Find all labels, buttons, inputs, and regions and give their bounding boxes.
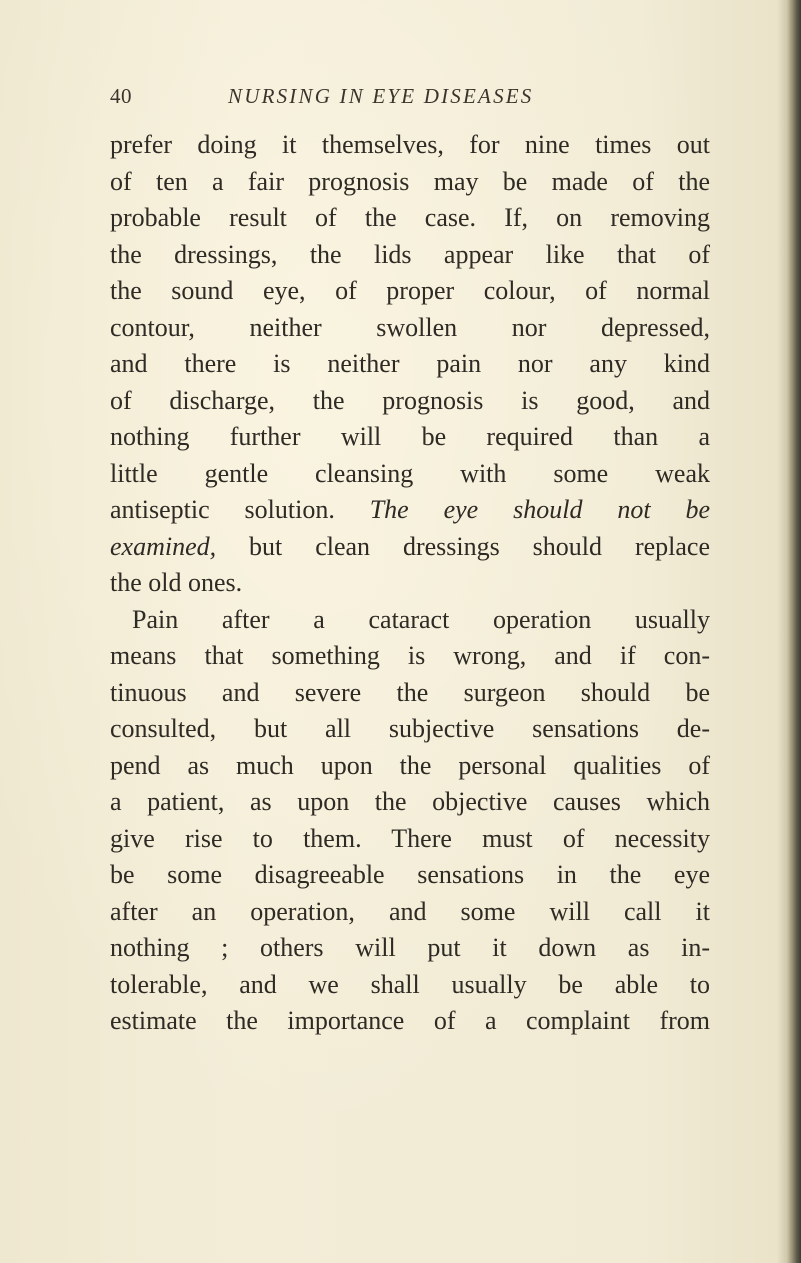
text-line: tolerable, and we shall usually be able to bbox=[110, 969, 710, 999]
text-line bbox=[110, 492, 710, 529]
text-line: nothing further will be required than a bbox=[110, 422, 710, 451]
text-line: prefer doing it themselves, for nine times out bbox=[110, 130, 710, 159]
text-line: be some disagreeable sensations in the eye bbox=[110, 860, 710, 889]
text-line: and there is neither pain nor any kind bbox=[110, 349, 710, 378]
text-segment: antiseptic solution. bbox=[110, 495, 370, 524]
text-line: consulted, but all subjective sensations de- bbox=[110, 714, 710, 743]
page-number: 40 bbox=[110, 84, 132, 108]
body-text bbox=[110, 127, 710, 1040]
text-line bbox=[110, 529, 710, 566]
text-line: the sound eye, of proper colour, of normal bbox=[110, 276, 710, 305]
text-line: give rise to them. There must of necessity bbox=[110, 823, 710, 853]
text-line: pend as much upon the personal qualities of bbox=[110, 750, 710, 780]
text-line: tinuous and severe the surgeon should be bbox=[110, 677, 710, 707]
text-line: of discharge, the prognosis is good, and bbox=[110, 385, 710, 415]
text-line: contour, neither swollen nor depressed, bbox=[110, 312, 710, 342]
text-line: the dressings, the lids appear like that of bbox=[110, 239, 710, 269]
italic-text-segment: The eye should not be bbox=[369, 495, 710, 524]
text-segment: but clean dressings should replace bbox=[216, 531, 710, 561]
text-line: little gentle cleansing with some weak bbox=[110, 458, 710, 488]
page-gutter-shadow bbox=[777, 0, 787, 1263]
text-line: of ten a fair prognosis may be made of the bbox=[110, 166, 710, 196]
page-binding-edge bbox=[787, 0, 801, 1263]
italic-text-segment: examined, bbox=[110, 531, 217, 561]
text-line: a patient, as upon the objective causes which bbox=[110, 787, 710, 816]
running-head bbox=[110, 84, 710, 114]
paragraph-first-line: Pain after a cataract operation usually bbox=[132, 604, 710, 634]
text-line: means that something is wrong, and if con- bbox=[110, 641, 710, 670]
text-line: the old ones. bbox=[110, 568, 243, 597]
text-line: estimate the importance of a complaint from bbox=[110, 1006, 710, 1035]
text-line: nothing ; others will put it down as in- bbox=[110, 933, 710, 962]
running-title: NURSING IN EYE DISEASES bbox=[228, 84, 534, 108]
text-line: probable result of the case. If, on removing bbox=[110, 203, 710, 232]
text-line: after an operation, and some will call it bbox=[110, 896, 710, 926]
